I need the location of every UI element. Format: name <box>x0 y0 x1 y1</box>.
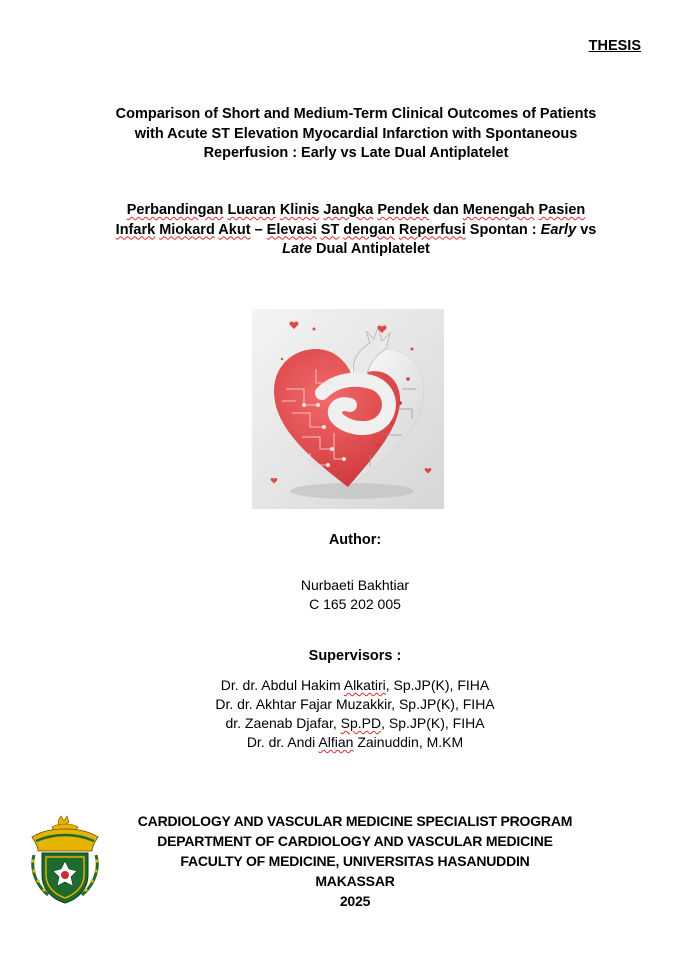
title-word: Elevasi <box>266 221 317 238</box>
title-word: Jangka <box>323 202 374 218</box>
title-word: Miokard <box>159 221 215 238</box>
title-word: Spontan : <box>469 221 537 238</box>
circuit-heart-icon <box>252 309 444 509</box>
author-heading: Author: <box>328 532 382 548</box>
title-word: Late <box>282 241 312 257</box>
title-word: Infark <box>115 221 156 238</box>
supervisor-name-part: Dr. dr. Andi <box>246 734 316 750</box>
title-indonesian <box>40 201 672 260</box>
title-word: Akut <box>218 221 251 238</box>
title-indonesian-line <box>40 240 672 260</box>
supervisor-name-part: , Sp.JP(K), FIHA <box>385 677 490 693</box>
title-word: Early <box>540 221 577 238</box>
title-english <box>40 105 672 164</box>
title-word: Perbandingan <box>126 202 224 218</box>
author-student-id: C 165 202 005 <box>309 596 401 612</box>
title-english-line: Comparison of Short and Medium-Term Clinical Outcomes of Patients <box>115 106 597 122</box>
supervisor-item <box>0 714 682 733</box>
institution-faculty: FACULTY OF MEDICINE, UNIVERSITAS HASANUDDIN <box>180 853 530 869</box>
supervisor-name-part: Dr. dr. Abdul Hakim <box>220 677 341 693</box>
cover-heart-image <box>252 309 444 509</box>
supervisors-list <box>0 676 682 752</box>
institution-year: 2025 <box>339 893 371 909</box>
title-english-line: Reperfusion : Early vs Late Dual Antiplatelet <box>203 145 509 161</box>
supervisor-name-part: , Sp.JP(K), FIHA <box>381 715 485 731</box>
title-word: dengan <box>343 221 395 238</box>
title-word: Reperfusi <box>398 221 466 238</box>
supervisor-name-part: Zainuddin, M.KM <box>357 734 464 750</box>
supervisor-name-part: Alkatiri <box>343 677 386 693</box>
title-word: vs <box>580 221 597 238</box>
institution-city: MAKASSAR <box>315 873 395 889</box>
author-info <box>0 576 682 614</box>
supervisor-name-part: dr. Zaenab Djafar, <box>225 715 337 731</box>
institution-program: CARDIOLOGY AND VASCULAR MEDICINE SPECIALIST PROGRAM <box>137 813 573 829</box>
title-word: dan <box>432 202 459 218</box>
supervisor-item <box>0 676 682 695</box>
title-indonesian-line <box>40 201 672 221</box>
title-word: ST <box>320 221 340 238</box>
supervisor-item: Dr. dr. Akhtar Fajar Muzakkir, Sp.JP(K), FIHA <box>215 696 495 712</box>
title-indonesian-line <box>40 221 672 241</box>
title-word: Menengah <box>462 202 535 218</box>
supervisor-item <box>0 733 682 752</box>
title-word: – <box>254 221 263 238</box>
author-name: Nurbaeti Bakhtiar <box>300 577 410 593</box>
title-english-line: with Acute ST Elevation Myocardial Infarction with Spontaneous <box>134 125 578 142</box>
title-word: Pasien <box>538 202 586 218</box>
institution-department: DEPARTMENT OF CARDIOLOGY AND VASCULAR MEDICINE <box>157 833 553 849</box>
title-word: Pendek <box>377 202 429 218</box>
supervisor-name-part: Alfian <box>318 734 354 750</box>
institution-block <box>0 811 682 911</box>
title-word: Dual Antiplatelet <box>315 241 430 257</box>
supervisor-name-part: Sp.PD <box>340 715 382 731</box>
title-word: Luaran <box>227 202 276 218</box>
document-type-label: THESIS <box>588 38 641 54</box>
supervisors-heading: Supervisors : <box>308 648 402 664</box>
title-word: Klinis <box>279 202 320 218</box>
